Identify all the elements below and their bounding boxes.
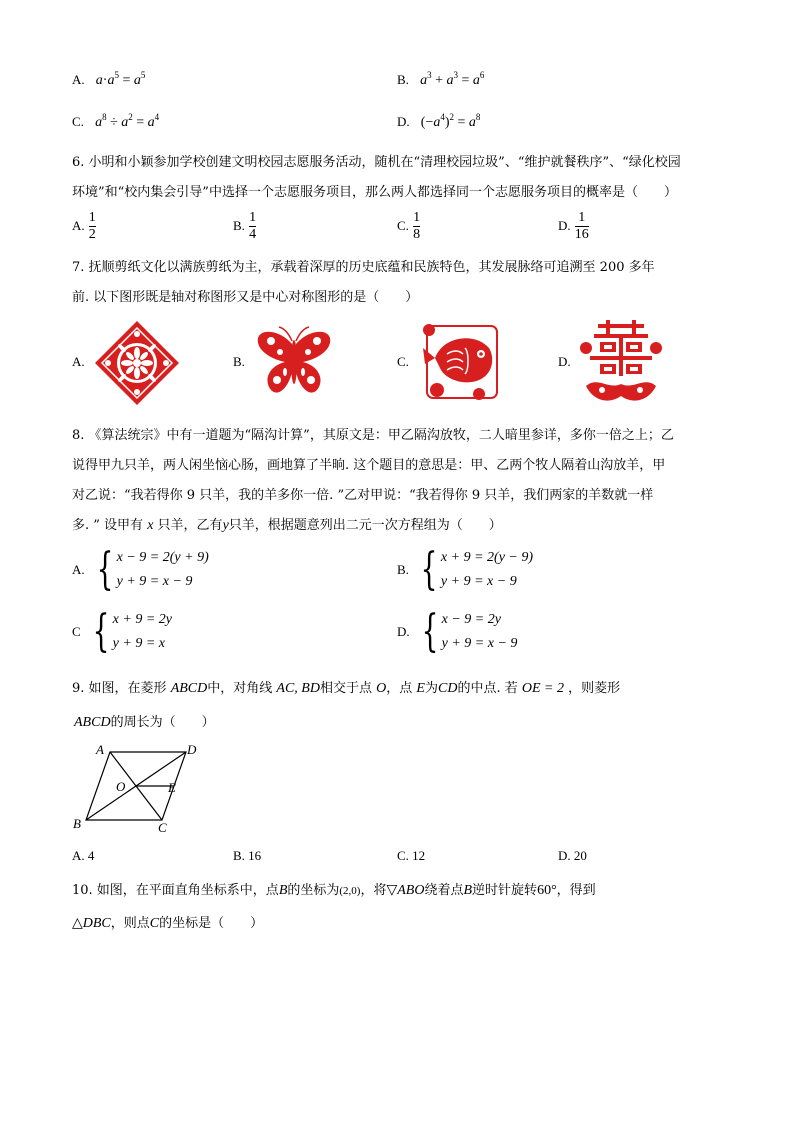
label-A: A — [96, 742, 104, 757]
diamond-flower-papercut-image — [94, 320, 180, 406]
label-E: E — [168, 780, 176, 795]
text: 只羊，乙有 — [157, 518, 223, 533]
q10-stem-line2 — [72, 912, 263, 932]
math-expression: $a^8 \div a^2 = a^4$ — [88, 112, 160, 130]
q8-option-c[interactable] — [72, 608, 172, 656]
equation: x − 9 = 2(y + 9) — [116, 550, 209, 565]
q7-option-a[interactable] — [72, 320, 182, 406]
fraction — [413, 210, 420, 243]
label-D: D — [187, 742, 197, 757]
option-label: D. — [558, 354, 571, 369]
q6-option-d[interactable] — [558, 210, 589, 243]
variable-x: x — [147, 518, 154, 533]
text: 相交于点 — [319, 681, 372, 696]
text: 逆时针旋转 — [472, 883, 538, 898]
q7-option-d[interactable] — [558, 318, 668, 408]
q8-option-b[interactable] — [397, 546, 533, 594]
rhombus-figure — [66, 742, 206, 834]
math-term: O — [376, 681, 387, 696]
option-label: C. — [72, 114, 84, 129]
q8-stem-line1: 8. 《算法统宗》中有一道题为“隔沟计算”，其原文是：甲乙隔沟放牧，二人暗里参详，多你一倍之上；乙 — [72, 428, 674, 443]
text: 10. 如图，在平面直角坐标系中，点 — [72, 883, 279, 898]
label-B: B — [73, 816, 81, 831]
numerator: 1 — [249, 210, 257, 225]
text: 中，对角线 — [207, 681, 273, 696]
denominator: 16 — [574, 227, 589, 242]
denominator: 4 — [249, 227, 257, 242]
fraction — [89, 210, 96, 243]
math-term: 60° — [537, 883, 557, 898]
text: 的中点. 若 — [457, 681, 518, 696]
option-label: A. — [72, 354, 85, 369]
math-term: ABCD — [74, 715, 111, 730]
option-label: A. — [72, 218, 85, 233]
equation-system — [397, 608, 517, 656]
q7-option-c[interactable] — [397, 318, 507, 408]
math-term: C — [149, 916, 160, 931]
q6-stem-line2: 环境”和“校内集会引导”中选择一个志愿服务项目，那么两人都选择同一个志愿服务项目的概率是（ ） — [72, 185, 677, 200]
option-label: B. — [397, 72, 409, 87]
equation: x − 9 = 2y — [441, 612, 501, 627]
math-term: B — [278, 883, 288, 898]
math-term: CD — [437, 681, 458, 696]
denominator: 2 — [88, 227, 96, 242]
equation: y + 9 = x − 9 — [440, 574, 517, 589]
label-O: O — [116, 779, 126, 794]
option-label: D. — [397, 624, 410, 639]
equation: y + 9 = x − 9 — [116, 574, 193, 589]
text: ，则菱形 — [568, 681, 621, 696]
option-label: A. — [72, 72, 85, 87]
q7-option-b[interactable] — [233, 320, 343, 406]
math-term: E — [416, 681, 425, 696]
q6-option-a[interactable] — [72, 210, 96, 243]
option-label: D. — [558, 218, 571, 233]
q9-option-d[interactable]: D. 20 — [558, 848, 587, 863]
butterfly-papercut-image — [255, 324, 333, 402]
q6-stem-line1: 6. 小明和小颖参加学校创建文明校园志愿服务活动，随机在“清理校园垃圾”、“维护就餐秩序”、“绿化校园 — [72, 155, 681, 170]
equation: x + 9 = 2y — [112, 612, 172, 627]
equation: y + 9 = x − 9 — [441, 636, 518, 651]
numerator: 1 — [578, 210, 586, 225]
math-term: B — [463, 883, 473, 898]
option-label: B. — [397, 562, 409, 577]
q9-stem-line2 — [74, 711, 215, 731]
q8-option-a[interactable] — [72, 546, 209, 594]
text: ，点 — [386, 681, 413, 696]
q8-option-d[interactable] — [397, 608, 517, 656]
equation-system — [397, 546, 533, 594]
q9-option-b[interactable]: B. 16 — [233, 848, 262, 863]
text: 绕着点 — [424, 883, 464, 898]
fish-lotus-papercut-image — [417, 318, 503, 406]
q7-stem-line1: 7. 抚顺剪纸文化以满族剪纸为主，承载着深厚的历史底蕴和民族特色，其发展脉络可追溯至 200 多年 — [72, 260, 655, 275]
text: 的坐标是（ ） — [159, 916, 264, 931]
math-expression: $a\cdot a^5 = a^5$ — [88, 70, 146, 88]
q6-option-c[interactable] — [397, 210, 420, 243]
q8-stem-line4 — [72, 514, 502, 534]
math-expression: $(-a^4)^2 = a^8$ — [420, 112, 481, 130]
text: 的坐标为 — [287, 883, 340, 898]
math-term: △DBC — [72, 916, 111, 931]
double-happiness-papercut-image — [578, 318, 664, 406]
q5-option-b[interactable] — [397, 72, 484, 89]
q10-stem-line1 — [72, 879, 596, 899]
equation-system — [72, 608, 172, 656]
equation: y + 9 = x — [112, 636, 165, 651]
text: ，得到 — [556, 883, 596, 898]
numerator: 1 — [88, 210, 96, 225]
math-term: (2,0) — [339, 885, 361, 897]
text: 只羊，根据题意列出二元一次方程组为（ ） — [228, 518, 502, 533]
equation-system — [72, 546, 209, 594]
text: 多. ” 设甲有 — [72, 518, 144, 533]
fraction — [249, 210, 256, 243]
brace-icon: { — [420, 544, 438, 595]
text: 为 — [424, 681, 438, 696]
q5-option-c[interactable] — [72, 114, 159, 131]
text: ，将 — [360, 883, 387, 898]
q9-option-c[interactable]: C. 12 — [397, 848, 426, 863]
option-label: B. — [233, 218, 245, 233]
denominator: 8 — [413, 227, 421, 242]
q5-option-d[interactable] — [397, 114, 480, 131]
equation: x + 9 = 2(y − 9) — [440, 550, 534, 565]
text: 9. 如图，在菱形 — [72, 681, 167, 696]
q8-stem-line3: 对乙说：“我若得你 9 只羊，我的羊多你一倍. ”乙对甲说：“我若得你 9 只羊，我们两家的羊数就一样 — [72, 488, 654, 503]
numerator: 1 — [413, 210, 421, 225]
text: 的周长为（ ） — [110, 715, 215, 730]
text: ，则点 — [110, 916, 150, 931]
math-term: OE = 2 — [521, 681, 564, 696]
q9-stem-line1 — [72, 677, 620, 697]
option-label: C. — [397, 218, 409, 233]
brace-icon: { — [421, 606, 439, 657]
label-C: C — [158, 820, 167, 834]
math-term: ▽ABO — [386, 883, 425, 898]
option-label: A. — [72, 562, 85, 577]
q9-option-a[interactable]: A. 4 — [72, 848, 95, 863]
fraction — [575, 210, 589, 243]
option-label: D. — [397, 114, 410, 129]
brace-icon: { — [96, 544, 114, 595]
q6-option-b[interactable] — [233, 210, 256, 243]
q5-option-a[interactable] — [72, 72, 145, 89]
q8-stem-line2: 说得甲九只羊，两人闲坐恼心肠，画地算了半晌. 这个题目的意思是：甲、乙两个牧人隔着山沟放羊，甲 — [72, 458, 666, 473]
option-label: B. — [233, 354, 245, 369]
math-term: ABCD — [170, 681, 208, 696]
q7-stem-line2: 前. 以下图形既是轴对称图形又是中心对称图形的是（ ） — [72, 290, 419, 305]
math-expression: $a^3 + a^3 = a^6$ — [413, 70, 485, 88]
math-term: AC, BD — [276, 681, 320, 696]
variable-y: y — [222, 518, 229, 533]
option-label: C. — [397, 354, 409, 369]
option-label: C — [72, 624, 81, 639]
brace-icon: { — [92, 606, 110, 657]
